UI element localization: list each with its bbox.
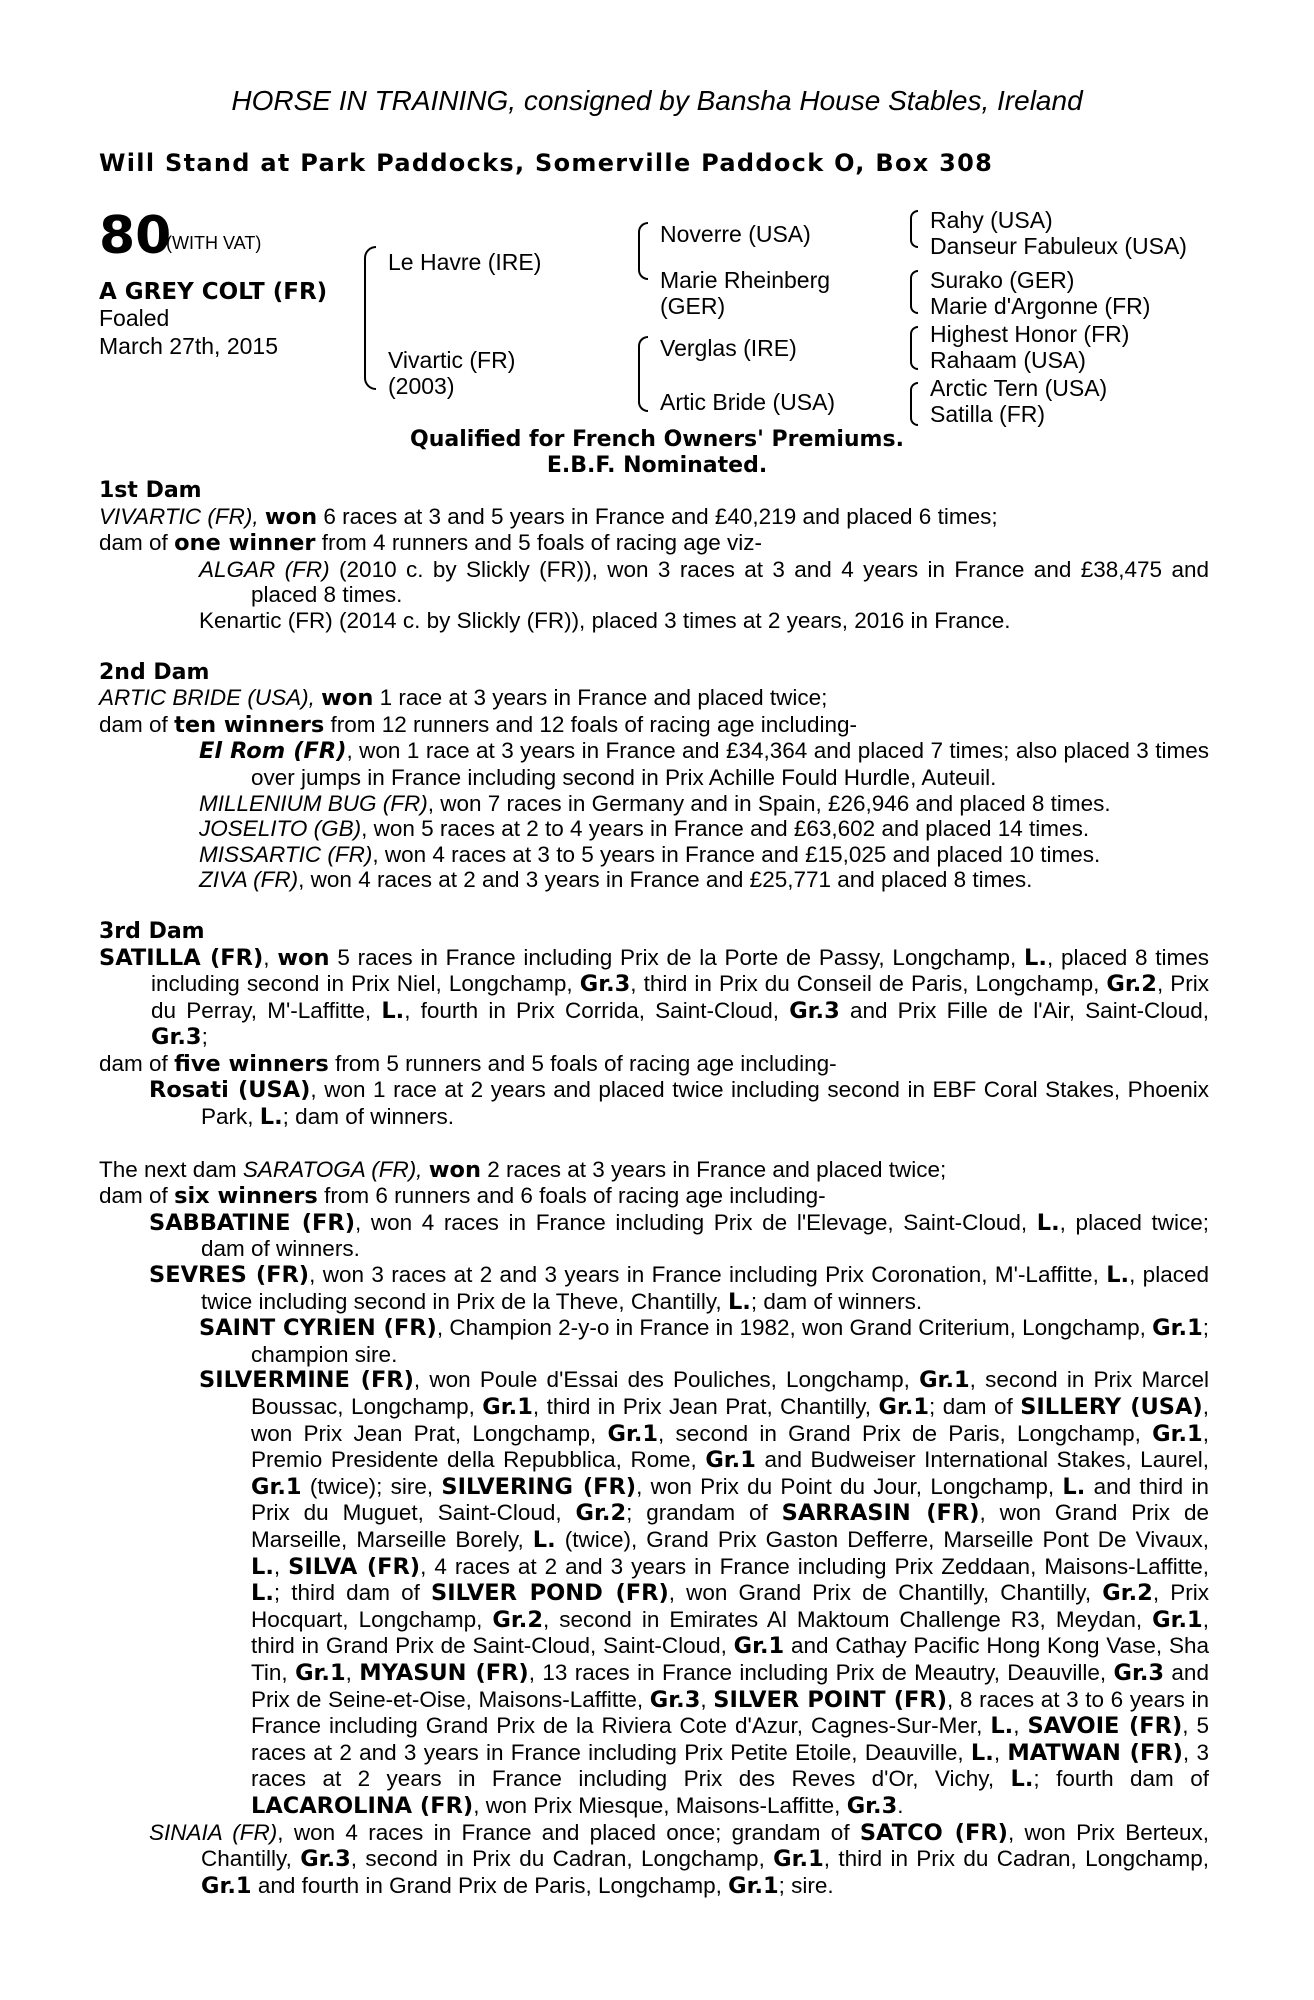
third-dam-produce	[99, 1051, 1209, 1078]
pedigree-brace-sire	[638, 222, 648, 280]
listed-label: L.	[1106, 1262, 1130, 1289]
listed-label: L.	[251, 1580, 274, 1607]
separator: ,	[263, 944, 270, 970]
lot-number: 80	[99, 206, 172, 266]
produce-name: SINAIA (FR)	[149, 1819, 278, 1845]
grade-label: Gr.3	[300, 1846, 351, 1873]
produce-text: ; dam of winners.	[282, 1104, 454, 1130]
next-dam-name: SARATOGA (FR),	[242, 1156, 423, 1182]
gen3-ssd: Danseur Fabuleux (USA)	[930, 233, 1187, 259]
produce-text: , Prix Hocquart, Longchamp,	[251, 1580, 1209, 1632]
produce-name: SARRASIN (FR)	[781, 1500, 980, 1527]
produce-summary: from 5 runners and 5 foals of racing age including-	[335, 1050, 837, 1076]
produce-text: , 4 races at 2 and 3 years in France including Prix Zeddaan, Maisons-Laffitte,	[420, 1553, 1209, 1579]
produce-text: , won 4 races at 2 and 3 years in France and £25,771 and placed 8 times.	[298, 867, 1033, 893]
sire-dam-line1: Marie Rheinberg	[660, 267, 831, 293]
pedigree-brace-generation-1	[364, 246, 376, 390]
grade-label: Gr.3	[579, 971, 631, 998]
grade-label: Gr.3	[846, 1792, 898, 1819]
produce-name: SATCO (FR)	[859, 1819, 1008, 1846]
produce-text: and third in Prix du Muguet, Saint-Cloud,	[251, 1473, 1209, 1526]
produce-text: , won 4 races at 3 to 5 years in France and £15,025 and placed 10 times.	[372, 841, 1101, 867]
produce-text: and fourth in Grand Prix de Paris, Longchamp,	[257, 1872, 722, 1898]
gen3-ddd: Satilla (FR)	[930, 401, 1046, 427]
winner-count: five winners	[174, 1050, 329, 1077]
premiums-note: Qualified for French Owners' Premiums.	[410, 427, 904, 452]
produce-text: , second in Emirates Al Maktoum Challenge R3, Meydan,	[542, 1606, 1143, 1632]
produce-name: LACAROLINA (FR)	[251, 1792, 474, 1819]
dam-dam: Artic Bride (USA)	[660, 389, 836, 415]
next-dam-intro: The next dam	[99, 1156, 237, 1182]
produce-text: , won Prix Jean Prat, Longchamp,	[251, 1394, 1209, 1446]
grade-label: Gr.3	[789, 997, 840, 1024]
first-dam-heading: 1st Dam	[99, 478, 202, 503]
grade-label: Gr.1	[1152, 1315, 1203, 1342]
produce-name: SILVER POND (FR)	[431, 1580, 669, 1607]
produce-name: SILVERING (FR)	[441, 1473, 637, 1500]
listed-label: L.	[1010, 1766, 1034, 1793]
produce-text: , won 1 race at 2 years and placed twice including second in EBF Coral Stakes, Phoenix Park,	[201, 1077, 1209, 1130]
produce-name: SABBATINE (FR)	[149, 1209, 355, 1236]
produce-entry	[99, 816, 1209, 842]
grade-label: Gr.1	[728, 1872, 779, 1899]
catalogue-heading: HORSE IN TRAINING, consigned by Bansha House Stables, Ireland	[231, 85, 1083, 116]
listed-label: L.	[381, 997, 405, 1024]
vat-label: (WITH VAT)	[166, 233, 262, 253]
pedigree-brace-dd	[910, 382, 918, 426]
dam-of-label: dam of	[99, 1183, 168, 1209]
produce-entry	[99, 1820, 1209, 1900]
produce-text: ; third dam of	[273, 1580, 420, 1606]
grade-label: Gr.2	[1106, 971, 1157, 998]
produce-text: ; dam of	[929, 1394, 1013, 1419]
produce-text: , won Prix du Point du Jour, Longchamp,	[636, 1473, 1055, 1499]
produce-name: SILLERY (USA)	[1020, 1394, 1203, 1420]
listed-label: L.	[970, 1739, 994, 1766]
produce-entry: SILVERMINE (FR), won Poule d'Essai des Pouliches, Longchamp, Gr.1, second in Prix Marcel Boussac, Longchamp, Gr.1, third in Prix Jean Prat, Chantilly, Gr.1; dam of SILLERY (USA), won Prix Jean Prat, Longchamp, Gr.1, second in Grand Prix de Paris, Longchamp, Gr.1, Premio Presidente della Repubblica, Rome, Gr.1 and Budweiser International Stakes, Laurel, Gr.1 (twice); sire, SILVERING (FR), won Prix du Point du Jour, Longchamp, L. and third in Prix du Muguet, Saint-Cloud, Gr.2; grandam of SARRASIN (FR), won Grand Prix de Marseille, Marseille Borely, L. (twice), Grand Prix Gaston Defferre, Marseille Pont De Vivaux, L., SILVA (FR), 4 races at 2 and 3 years in France including Prix Zeddaan, Maisons-Laffitte, L.; third dam of SILVER POND (FR), won Grand Prix de Chantilly, Chantilly, Gr.2, Prix Hocquart, Longchamp, Gr.2, second in Emirates Al Maktoum Challenge R3, Meydan, Gr.1, third in Grand Prix de Saint-Cloud, Saint-Cloud, Gr.1 and Cathay Pacific Hong Kong Vase, Sha Tin, Gr.1, MYASUN (FR), 13 races in France including Prix de Meautry, Deauville, Gr.3 and Prix de Seine-et-Oise, Maisons-Laffitte, Gr.3, SILVER POINT (FR), 8 races at 3 to 6 years in France including Grand Prix de la Riviera Cote d'Azur, Cagnes-Sur-Mer, L., SAVOIE (FR), 5 races at 2 and 3 years in France including Prix Petite Etoile, Deauville, L., MATWAN (FR), 3 races at 2 years in France including Prix des Reves d'Or, Vichy, L.; fourth dam of LACAROLINA (FR), won Prix Miesque, Maisons-Laffitte, Gr.3.	[199, 1367, 1209, 1819]
winner-count: ten winners	[174, 711, 325, 738]
produce-summary: from 12 runners and 12 foals of racing age including-	[330, 711, 858, 737]
ebf-note: E.B.F. Nominated.	[546, 453, 768, 478]
grade-label: Gr.2	[492, 1606, 543, 1633]
produce-name: Rosati (USA)	[149, 1077, 311, 1104]
pedigree-brace-ds	[910, 326, 918, 370]
produce-text: and Prix de Seine-et-Oise, Maisons-Laffitte,	[251, 1659, 1209, 1712]
produce-summary: from 4 runners and 5 foals of racing age viz-	[321, 530, 763, 556]
produce-text: (twice); sire,	[309, 1473, 434, 1499]
gen3-dds: Arctic Tern (USA)	[930, 375, 1108, 401]
produce-entry	[99, 738, 1209, 790]
next-dam-produce	[99, 1183, 1209, 1210]
dam-of-label: dam of	[99, 711, 168, 737]
dam-year: (2003)	[388, 373, 455, 399]
produce-name: SILVA (FR)	[288, 1553, 421, 1580]
produce-text: , placed twice including second in Prix de la Theve, Chantilly,	[201, 1262, 1209, 1314]
grade-label: Gr.1	[482, 1394, 533, 1420]
listed-label: L.	[1036, 1209, 1060, 1236]
produce-text: ; champion sire.	[251, 1315, 1209, 1367]
produce-entry	[99, 791, 1209, 817]
produce-text: , second in Grand Prix de Paris, Longchamp,	[658, 1420, 1141, 1446]
dam-of-label: dam of	[99, 530, 168, 556]
pedigree-brace-dam	[638, 336, 648, 412]
third-dam-heading: 3rd Dam	[99, 918, 205, 944]
produce-text: ; sire.	[778, 1872, 834, 1898]
produce-name: SAVOIE (FR)	[1027, 1713, 1183, 1740]
produce-text: and Cathay Pacific Hong Kong Vase, Sha Tin,	[251, 1633, 1209, 1685]
produce-entry	[99, 867, 1209, 893]
pedigree-brace-ss	[910, 210, 918, 248]
winner-count: one winner	[174, 530, 316, 557]
produce-entry	[99, 1210, 1209, 1262]
produce-text: , 13 races in France including Prix de Meautry, Deauville,	[528, 1659, 1107, 1685]
record-text: , fourth in Prix Corrida, Saint-Cloud,	[404, 997, 779, 1023]
listed-label: L.	[727, 1288, 751, 1315]
listed-label: L.	[532, 1526, 556, 1553]
gen3-sds: Surako (GER)	[930, 267, 1075, 293]
produce-text: and Budweiser International Stakes, Laurel,	[764, 1447, 1209, 1473]
foaled-date: March 27th, 2015	[99, 333, 279, 359]
third-dam-record	[99, 945, 1209, 1051]
grade-label: Gr.1	[773, 1846, 824, 1873]
pedigree-brace-sd	[910, 270, 918, 314]
produce-text: , 5 races at 2 and 3 years in France including Prix Petite Etoile, Deauville,	[251, 1713, 1209, 1765]
produce-text: , Premio Presidente della Repubblica, Rome,	[251, 1420, 1209, 1473]
grade-label: Gr.3	[649, 1686, 701, 1713]
produce-text: , won Grand Prix de Chantilly, Chantilly,	[668, 1580, 1092, 1606]
produce-name: MILLENIUM BUG (FR)	[199, 790, 428, 816]
grade-label: Gr.1	[733, 1633, 785, 1660]
produce-summary: from 6 runners and 6 foals of racing age including-	[324, 1183, 826, 1209]
produce-name: MYASUN (FR)	[359, 1659, 529, 1686]
lot-description: A GREY COLT (FR)	[99, 279, 328, 305]
gen3-sss: Rahy (USA)	[930, 207, 1053, 233]
listed-label: L.	[1024, 944, 1047, 971]
won-label: won	[277, 944, 330, 971]
second-dam-heading: 2nd Dam	[99, 659, 210, 685]
grade-label: Gr.1	[878, 1394, 930, 1420]
first-dam-record	[99, 504, 1209, 531]
produce-name: SILVERMINE (FR)	[199, 1367, 414, 1394]
grade-label: Gr.1	[251, 1473, 302, 1500]
produce-text: Kenartic (FR) (2014 c. by Slickly (FR)), placed 3 times at 2 years, 2016 in France.	[199, 607, 1011, 633]
gen3-dsd: Rahaam (USA)	[930, 347, 1086, 373]
record-text: and Prix Fille de l'Air, Saint-Cloud,	[849, 997, 1209, 1023]
produce-text: .	[897, 1792, 904, 1818]
record-text: 2 races at 3 years in France and placed twice;	[487, 1156, 947, 1182]
second-dam-produce	[99, 712, 1209, 739]
produce-name: MATWAN (FR)	[1007, 1739, 1183, 1766]
pedigree-body	[99, 478, 1209, 1899]
separator: ;	[201, 1024, 208, 1050]
dam-sire: Verglas (IRE)	[660, 335, 797, 361]
sire-name: Le Havre (IRE)	[388, 249, 542, 275]
produce-name: El Rom (FR)	[199, 738, 347, 765]
produce-name: JOSELITO (GB)	[199, 816, 362, 842]
produce-text: ; fourth dam of	[1033, 1766, 1209, 1792]
second-dam-record	[99, 685, 1209, 712]
produce-name: SAINT CYRIEN (FR)	[199, 1315, 437, 1342]
produce-text: ; grandam of	[626, 1500, 768, 1526]
listed-label: L.	[990, 1713, 1014, 1740]
foaled-label: Foaled	[99, 305, 170, 331]
produce-text: (2010 c. by Slickly (FR)), won 3 races at 3 and 4 years in France and £38,475 and placed 8 times.	[251, 556, 1209, 608]
produce-text: , won Prix Miesque, Maisons-Laffitte,	[473, 1792, 841, 1818]
produce-text: , won Poule d'Essai des Pouliches, Longchamp,	[413, 1367, 910, 1393]
grade-label: Gr.1	[201, 1872, 252, 1899]
dam-of-label: dam of	[99, 1050, 168, 1076]
record-text: , third in Prix du Conseil de Paris, Longchamp,	[630, 971, 1100, 997]
grade-label: Gr.1	[1152, 1606, 1203, 1633]
record-text: 5 races in France including Prix de la Porte de Passy, Longchamp,	[337, 944, 1017, 970]
third-dam-name: SATILLA (FR)	[99, 944, 264, 971]
produce-text: , Champion 2-y-o in France in 1982, won Grand Criterium, Longchamp,	[436, 1315, 1146, 1341]
produce-text: , third in Prix Jean Prat, Chantilly,	[532, 1394, 872, 1419]
sire-dam-line2: (GER)	[660, 293, 726, 319]
second-dam-name: ARTIC BRIDE (USA),	[99, 685, 315, 711]
grade-label: Gr.1	[1152, 1420, 1203, 1447]
produce-text: , 3 races at 2 years in France including Prix des Reves d'Or, Vichy,	[251, 1739, 1209, 1792]
grade-label: Gr.2	[575, 1500, 627, 1527]
produce-text: , second in Prix du Cadran, Longchamp,	[350, 1846, 765, 1872]
record-text: , Prix du Perray, M'-Laffitte,	[151, 971, 1209, 1023]
dam-name: Vivartic (FR)	[388, 347, 516, 373]
produce-entry	[99, 1315, 1209, 1367]
produce-text: , won 1 race at 3 years in France and £34,364 and placed 7 times; also placed 3 times over jumps in France including second in Prix Achille Fould Hurdle, Auteuil.	[251, 738, 1209, 790]
record-text: , placed 8 times including second in Prix Niel, Longchamp,	[151, 944, 1210, 997]
listed-label: L.	[259, 1104, 283, 1131]
grade-label: Gr.1	[295, 1659, 346, 1686]
produce-name: SILVER POINT (FR)	[713, 1686, 948, 1713]
grade-label: Gr.1	[705, 1447, 756, 1474]
won-label: won	[428, 1156, 481, 1183]
winner-count: six winners	[174, 1183, 318, 1210]
grade-label: Gr.3	[1113, 1659, 1165, 1686]
listed-label: L.	[251, 1553, 274, 1580]
second-dam-record-text: 1 race at 3 years in France and placed twice;	[379, 685, 828, 711]
produce-text: , won 7 races in Germany and in Spain, £26,946 and placed 8 times.	[427, 790, 1111, 816]
produce-name: ZIVA (FR)	[199, 867, 299, 893]
produce-text: , placed twice; dam of winners.	[201, 1209, 1209, 1262]
produce-text: , second in Prix Marcel Boussac, Longchamp,	[251, 1367, 1209, 1419]
produce-text: (twice), Grand Prix Gaston Defferre, Marseille Pont De Vivaux,	[564, 1526, 1209, 1552]
produce-text: , won 5 races at 2 to 4 years in France and £63,602 and placed 14 times.	[361, 816, 1090, 842]
produce-text: , won 4 races in France and placed once; grandam of	[277, 1819, 850, 1845]
produce-entry	[99, 1262, 1209, 1315]
produce-entry	[99, 557, 1209, 608]
produce-name: MISSARTIC (FR)	[199, 841, 373, 867]
produce-entry	[99, 608, 1209, 634]
listed-label: L.	[1062, 1473, 1086, 1500]
grade-label: Gr.1	[919, 1367, 970, 1394]
sire-sire: Noverre (USA)	[660, 221, 811, 247]
produce-text: , won Prix Berteux, Chantilly,	[201, 1819, 1209, 1872]
produce-text: , third in Prix du Cadran, Longchamp,	[823, 1846, 1209, 1872]
first-dam-record-text: 6 races at 3 and 5 years in France and £40,219 and placed 6 times;	[323, 503, 998, 529]
grade-label: Gr.1	[607, 1420, 659, 1447]
grade-label: Gr.3	[151, 1024, 202, 1051]
stand-location: Will Stand at Park Paddocks, Somerville Paddock O, Box 308	[99, 149, 994, 177]
gen3-dss: Highest Honor (FR)	[930, 321, 1130, 347]
grade-label: Gr.2	[1102, 1580, 1153, 1607]
produce-name: SEVRES (FR)	[149, 1262, 310, 1289]
produce-name: ALGAR (FR)	[199, 556, 330, 582]
gen3-sdd: Marie d'Argonne (FR)	[930, 293, 1151, 319]
produce-text: , won 4 races in France including Prix de l'Elevage, Saint-Cloud,	[354, 1209, 1028, 1235]
produce-entry	[99, 1077, 1209, 1130]
won-label: won	[321, 685, 374, 712]
first-dam-produce	[99, 530, 1209, 557]
first-dam-name: VIVARTIC (FR),	[99, 503, 259, 529]
produce-text: , 8 races at 3 to 6 years in France including Grand Prix de la Riviera Cote d'Azur, Cagnes-Sur-Mer,	[251, 1686, 1209, 1739]
produce-text: ; dam of winners.	[750, 1288, 923, 1314]
next-dam-record	[99, 1157, 1209, 1184]
won-label: won	[264, 503, 318, 530]
produce-text: , won 3 races at 2 and 3 years in France including Prix Coronation, M'-Laffitte,	[309, 1262, 1099, 1288]
produce-text: , won Grand Prix de Marseille, Marseille Borely,	[251, 1500, 1209, 1552]
produce-entry	[99, 842, 1209, 868]
produce-text: , third in Grand Prix de Saint-Cloud, Saint-Cloud,	[251, 1606, 1209, 1659]
